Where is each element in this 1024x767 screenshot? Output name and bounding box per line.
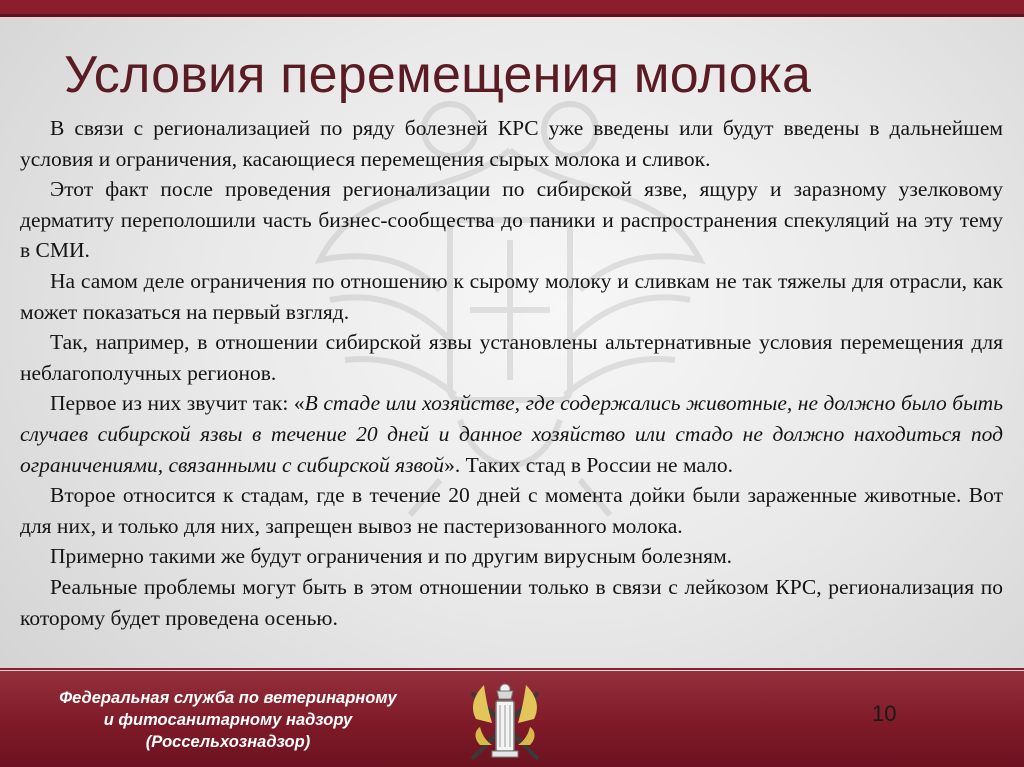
paragraph: Так, например, в отношении сибирской язвы установлены альтернативные условия перемещения для неблагополучных регионов. (20, 330, 1003, 385)
paragraph: Этот факт после проведения регионализации по сибирской язве, ящуру и заразному узелковому дерматиту переполошили часть бизнес-сообщества до паники и распространения спекуляций на эту тему в СМИ. (20, 177, 1003, 263)
agency-line: (Россельхознадзор) (145, 733, 311, 751)
quote-follow-up: ». Таких стад в России не мало. (444, 452, 734, 477)
slide-title: Условия перемещения молока (64, 46, 812, 104)
page-number: 10 (872, 701, 897, 726)
slide-body (20, 113, 1003, 633)
quoted-condition: В стаде или хозяйстве, где содержались животные, не должно было быть случаев сибирской язвы в течение 20 дней и данное хозяйство или стадо не должно находиться под ограничениями, связанными с сибирской язвой (20, 391, 1003, 477)
footer-divider (0, 668, 1024, 670)
rosselkhoznadzor-emblem-icon (466, 679, 544, 763)
agency-name (18, 687, 438, 753)
paragraph: На самом деле ограничения по отношению к сырому молоку и сливкам не так тяжелы для отрасли, как может показаться на первый взгляд. (20, 268, 1003, 324)
agency-line: Федеральная служба по ветеринарному (59, 689, 397, 707)
paragraph: В связи с регионализацией по ряду болезней КРС уже введены или будут введены в дальнейшем условия и ограничения, касающиеся перемещения сырых молока и сливок. (20, 116, 1003, 171)
paragraph: Второе относится к стадам, где в течение 20 дней с момента дойки были зараженные животные. Вот для них, и только для них, запрещен вывоз не пастеризованного молока. (20, 483, 1003, 538)
top-accent-bar (0, 0, 1024, 14)
paragraph: Примерно такими же будут ограничения и по другим вирусным болезням. (50, 544, 733, 569)
paragraph: Реальные проблемы могут быть в этом отношении только в связи с лейкозом КРС, регионализация по которому будет проведена осенью. (20, 574, 1003, 630)
quote-lead-in: Первое из них звучит так: « (50, 391, 305, 416)
paragraph-with-quote (20, 388, 1003, 480)
agency-line: и фитосанитарному надзору (103, 711, 353, 729)
top-accent-line (0, 14, 1024, 17)
footer-bar (0, 671, 1024, 767)
